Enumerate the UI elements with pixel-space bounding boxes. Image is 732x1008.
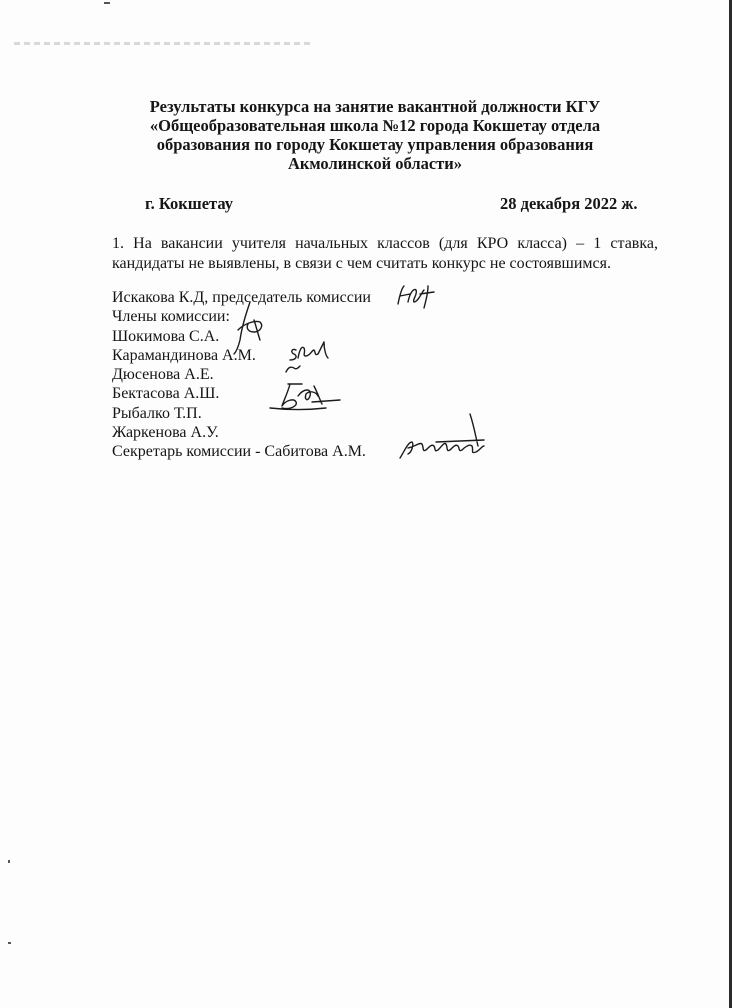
- member-line: Дюсенова А.Е.: [112, 366, 214, 384]
- signature-chairman: [392, 280, 440, 312]
- signature-member-1: [224, 300, 268, 356]
- scan-speck: [8, 860, 10, 863]
- member-line: Шокимова С.А.: [112, 327, 220, 345]
- chairman-line: Искакова К.Д, председатель комиссии: [112, 289, 371, 306]
- member-line: Рыбалко Т.П.: [112, 404, 202, 422]
- title-line: «Общеобразовательная школа №12 города Кокшетау отдела: [149, 116, 601, 135]
- signature-secretary: [396, 412, 492, 464]
- title-line: Результаты конкурса на занятие вакантной должности КГУ: [149, 97, 601, 116]
- document-place: г. Кокшетау: [145, 194, 234, 213]
- member-line: Карамандинова А.М.: [112, 346, 256, 364]
- members-heading: Члены комиссии:: [112, 308, 230, 326]
- member-line: Бектасова А.Ш.: [112, 385, 220, 403]
- decision-paragraph: 1. На вакансии учителя начальных классов (для КРО класса) – 1 ставка, кандидаты не выявлены, в связи с чем считать конкурс не состоявшимся.: [112, 235, 658, 272]
- member-line: Жаркенова А.У.: [112, 424, 219, 442]
- signature-member-2: [284, 338, 334, 374]
- signature-member-3: [268, 378, 346, 414]
- title-line: Акмолинской области»: [287, 154, 463, 173]
- scan-speck: [8, 942, 11, 944]
- scan-smudge: [14, 42, 314, 45]
- secretary-line: Секретарь комиссии - Сабитова А.М.: [112, 443, 366, 461]
- document-date: 28 декабря 2022 ж.: [500, 194, 638, 213]
- title-line: образования по городу Кокшетау управления образования: [156, 135, 594, 154]
- scan-speck: [104, 2, 110, 4]
- document-title: [110, 97, 640, 173]
